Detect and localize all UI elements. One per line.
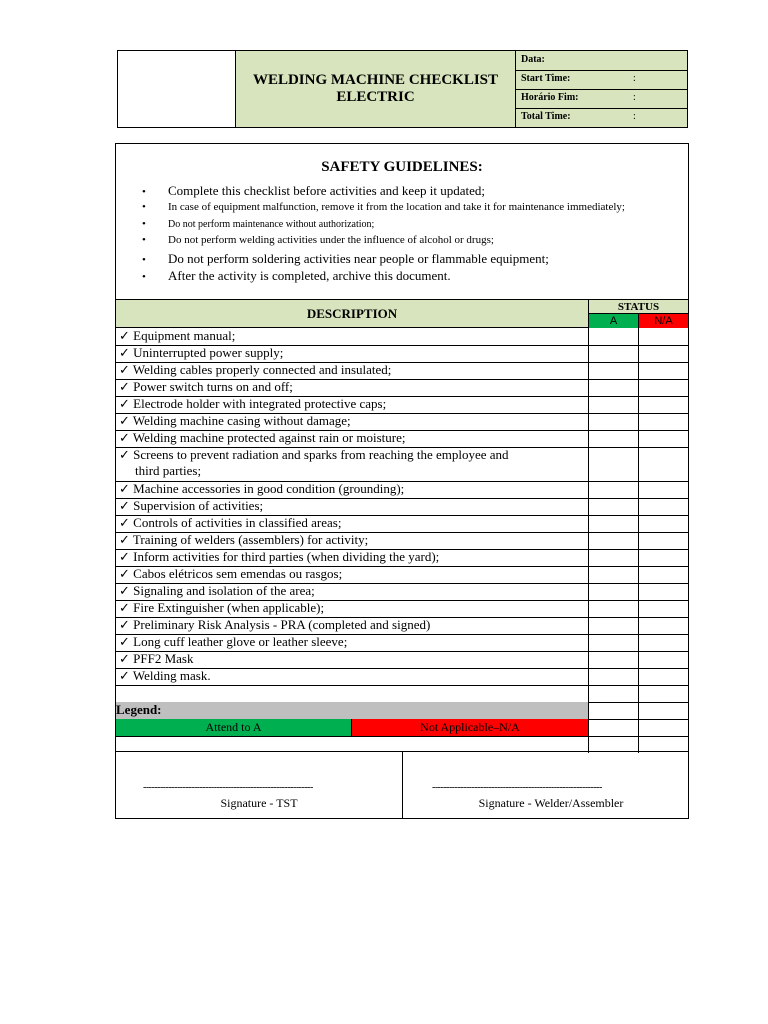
checklist-row xyxy=(116,379,688,397)
guideline-item: • After the activity is completed, archive this document. xyxy=(142,268,451,283)
status-a-cell[interactable] xyxy=(588,345,639,362)
checklist-row xyxy=(116,651,688,669)
checklist-row xyxy=(116,481,688,499)
status-na-cell[interactable] xyxy=(638,634,689,651)
status-a-cell[interactable] xyxy=(588,719,639,736)
status-a-cell[interactable] xyxy=(588,617,639,634)
checklist-row xyxy=(116,532,688,550)
checklist-item-label: ✓ Inform activities for third parties (when dividing the yard); xyxy=(119,549,440,564)
status-label: STATUS xyxy=(589,300,688,314)
guideline-item: • Do not perform maintenance without authorization; xyxy=(142,218,375,230)
guidelines-title: SAFETY GUIDELINES: xyxy=(321,159,483,175)
checklist-item-label: ✓ Controls of activities in classified areas; xyxy=(119,515,342,530)
blank-row xyxy=(116,685,688,703)
legend-title: Legend: xyxy=(116,702,588,719)
legend-row xyxy=(116,702,688,720)
checklist-item-label: ✓ Fire Extinguisher (when applicable); xyxy=(119,600,325,615)
status-a-cell[interactable] xyxy=(588,481,639,498)
status-na-cell[interactable] xyxy=(638,600,689,617)
status-na-cell[interactable] xyxy=(638,498,689,515)
status-na-cell[interactable] xyxy=(638,617,689,634)
status-na-cell[interactable] xyxy=(638,566,689,583)
end-time-field[interactable]: Horário Fim: : xyxy=(516,89,687,109)
checklist-row xyxy=(116,549,688,567)
guideline-item: • Complete this checklist before activities and keep it updated; xyxy=(142,183,485,198)
checklist-row xyxy=(116,566,688,584)
status-a-cell[interactable] xyxy=(588,668,639,685)
status-na-cell[interactable] xyxy=(638,481,689,498)
status-a-cell[interactable] xyxy=(588,651,639,668)
status-a-cell[interactable] xyxy=(588,566,639,583)
checklist-item-label: ✓ Power switch turns on and off; xyxy=(119,379,293,394)
checklist-row xyxy=(116,634,688,652)
title-line-1: WELDING MACHINE CHECKLIST xyxy=(252,72,499,88)
legend-not-applicable: Not Applicable–N/A xyxy=(352,719,588,736)
guideline-item: • Do not perform soldering activities near people or flammable equipment; xyxy=(142,251,549,266)
checklist-row xyxy=(116,345,688,363)
checklist-item-label: ✓ Welding machine protected against rain or moisture; xyxy=(119,430,406,445)
total-time-field[interactable]: Total Time: : xyxy=(521,111,636,122)
checklist-item-label: ✓ Signaling and isolation of the area; xyxy=(119,583,315,598)
description-header: DESCRIPTION xyxy=(116,299,588,328)
checklist-item-label: ✓ Training of welders (assemblers) for activity; xyxy=(119,532,369,547)
status-na-cell[interactable] xyxy=(638,413,689,430)
legend-attend: Attend to A xyxy=(116,719,352,736)
status-a-cell[interactable] xyxy=(588,447,639,481)
checklist-row xyxy=(116,617,688,635)
signature-line-welder[interactable]: ------------------------------------------------------------ xyxy=(432,782,602,793)
checklist-item-label: ✓ Cabos elétricos sem emendas ou rasgos; xyxy=(119,566,343,581)
status-na-header: N/A xyxy=(639,314,688,328)
status-a-cell[interactable] xyxy=(588,498,639,515)
status-header xyxy=(588,299,688,328)
checklist-item-label: ✓ Equipment manual; xyxy=(119,328,236,343)
status-na-cell[interactable] xyxy=(638,362,689,379)
status-na-cell[interactable] xyxy=(638,651,689,668)
start-time-label: Start Time: xyxy=(521,73,571,84)
start-time-field[interactable]: Start Time: : xyxy=(516,70,687,90)
status-na-cell[interactable] xyxy=(638,532,689,549)
status-a-cell[interactable] xyxy=(588,396,639,413)
meta-fields xyxy=(516,51,687,127)
guideline-item: • In case of equipment malfunction, remove it from the location and take it for maintenance immediately; xyxy=(142,201,625,213)
checklist-item-label: ✓ Preliminary Risk Analysis - PRA (completed and signed) xyxy=(119,617,431,632)
checklist-row xyxy=(116,362,688,380)
document-title xyxy=(236,51,516,127)
status-na-cell[interactable] xyxy=(638,430,689,447)
status-na-cell[interactable] xyxy=(638,668,689,685)
date-label: Data: xyxy=(521,54,545,65)
checklist-row xyxy=(116,600,688,618)
end-time-label: Horário Fim: xyxy=(521,92,579,103)
checklist-row xyxy=(116,583,688,601)
checklist-item-label: ✓ Long cuff leather glove or leather sleeve; xyxy=(119,634,348,649)
checklist-item-label: ✓ Uninterrupted power supply; xyxy=(119,345,284,360)
date-field[interactable] xyxy=(516,51,687,71)
logo-placeholder xyxy=(118,51,236,127)
status-a-cell[interactable] xyxy=(588,515,639,532)
checklist-item-label: ✓ Supervision of activities; xyxy=(119,498,264,513)
status-na-cell[interactable] xyxy=(638,447,689,481)
checklist-item-label: ✓ Welding cables properly connected and insulated; xyxy=(119,362,392,377)
signature-label-welder: Signature - Welder/Assembler xyxy=(478,796,624,810)
legend-colors-row xyxy=(116,719,688,737)
checklist-item-continuation: third parties; xyxy=(135,463,202,478)
signature-label-tst: Signature - TST xyxy=(220,796,298,810)
checklist-row xyxy=(116,447,688,482)
checklist-item-label: ✓ Electrode holder with integrated protective caps; xyxy=(119,396,387,411)
document-header xyxy=(117,50,688,128)
signature-line-tst[interactable]: ------------------------------------------------------------ xyxy=(143,782,313,793)
checklist-item-label: ✓ Welding machine casing without damage; xyxy=(119,413,351,428)
status-na-cell[interactable] xyxy=(638,345,689,362)
checklist-row xyxy=(116,413,688,431)
status-a-cell[interactable] xyxy=(588,702,639,719)
status-na-cell[interactable] xyxy=(638,719,689,736)
status-a-cell[interactable] xyxy=(588,430,639,447)
checklist-form xyxy=(115,143,689,819)
status-a-cell[interactable] xyxy=(588,362,639,379)
status-a-cell[interactable] xyxy=(588,532,639,549)
status-a-cell[interactable] xyxy=(588,379,639,396)
checklist-row xyxy=(116,328,688,346)
checklist-item-label: ✓ Welding mask. xyxy=(119,668,211,683)
signature-area xyxy=(116,751,688,818)
status-na-cell[interactable] xyxy=(638,702,689,719)
status-na-cell[interactable] xyxy=(638,379,689,396)
checklist-item-label: ✓ Screens to prevent radiation and sparks from reaching the employee and xyxy=(119,447,509,462)
checklist-row xyxy=(116,430,688,448)
status-na-cell[interactable] xyxy=(638,328,689,345)
checklist-row xyxy=(116,498,688,516)
total-time-label: Total Time: xyxy=(521,111,571,122)
status-na-cell[interactable] xyxy=(638,549,689,566)
status-a-cell[interactable] xyxy=(588,549,639,566)
status-a-cell[interactable] xyxy=(588,685,639,702)
checklist-item-label: ✓ PFF2 Mask xyxy=(119,651,194,666)
status-a-header: A xyxy=(589,314,639,328)
checklist-item-label: ✓ Machine accessories in good condition (grounding); xyxy=(119,481,405,496)
checklist-row xyxy=(116,515,688,533)
status-a-cell[interactable] xyxy=(588,583,639,600)
status-a-cell[interactable] xyxy=(588,328,639,345)
status-na-cell[interactable] xyxy=(638,583,689,600)
checklist-row xyxy=(116,668,688,686)
status-na-cell[interactable] xyxy=(638,515,689,532)
status-na-cell[interactable] xyxy=(638,396,689,413)
status-a-cell[interactable] xyxy=(588,413,639,430)
guideline-item: • Do not perform welding activities under the influence of alcohol or drugs; xyxy=(142,234,494,246)
status-a-cell[interactable] xyxy=(588,600,639,617)
title-line-2: ELECTRIC xyxy=(336,89,415,105)
checklist-row xyxy=(116,396,688,414)
status-na-cell[interactable] xyxy=(638,685,689,702)
status-a-cell[interactable] xyxy=(588,634,639,651)
